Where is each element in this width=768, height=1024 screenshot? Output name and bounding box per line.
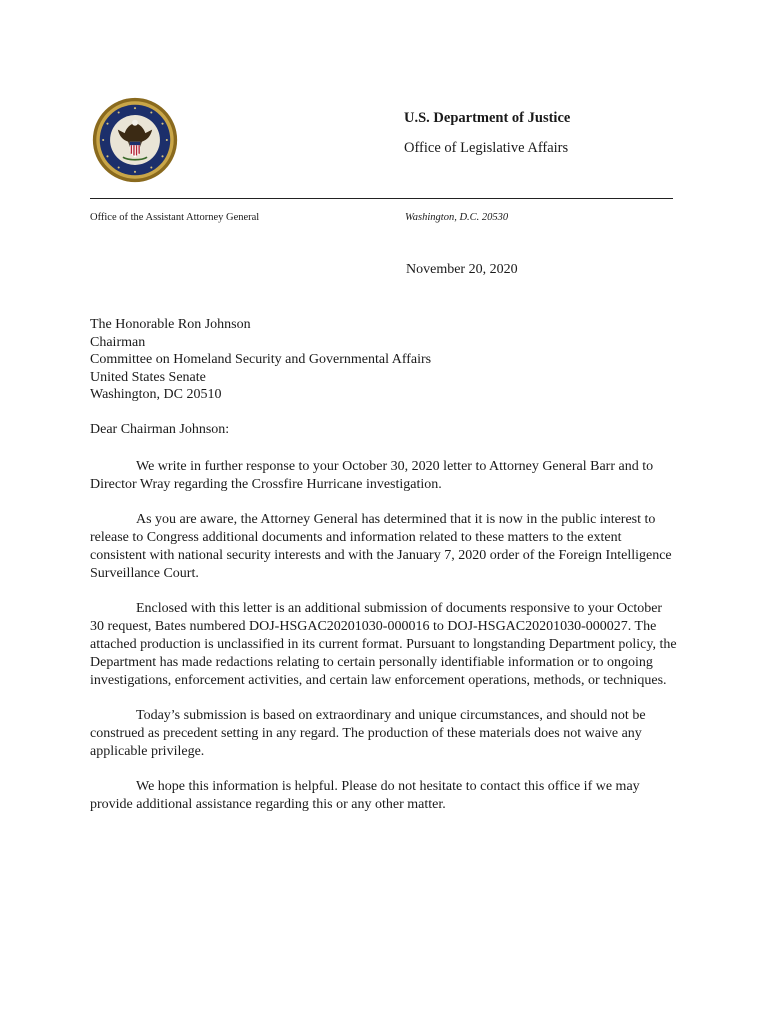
- address-line: Committee on Homeland Security and Governmental Affairs: [90, 352, 432, 368]
- body-paragraph: As you are aware, the Attorney General has determined that it is now in the public interest to release to Congress additional documents and information related to these matters to the extent consistent with national security interests and with the January 7, 2020 order of the Foreign Intelligence Surveillance Court.: [90, 512, 672, 581]
- address-line: Washington, DC 20510: [90, 387, 222, 403]
- office-line: Office of the Assistant Attorney General: [90, 212, 260, 223]
- doj-seal-icon: [92, 97, 178, 183]
- letter-body: [90, 458, 678, 832]
- city-line: Washington, D.C. 20530: [405, 212, 509, 223]
- body-paragraph: Enclosed with this letter is an additional submission of documents responsive to your October 30 request, Bates numbered DOJ-HSGAC20201030-000016 to DOJ-HSGAC20201030-000027. The attached production is unclassified in its current format. Pursuant to longstanding Department policy, the Department has made redactions relating to certain personally identifiable information or to ongoing investigations, enforcement activities, and certain law enforcement operations, methods, or techniques.: [90, 601, 677, 688]
- letter-date: November 20, 2020: [406, 262, 518, 277]
- agency-name: U.S. Department of Justice: [404, 110, 571, 126]
- address-line: United States Senate: [90, 369, 206, 385]
- agency-office: Office of Legislative Affairs: [404, 140, 569, 156]
- letterhead-divider: [90, 198, 673, 199]
- recipient-address: [90, 316, 431, 404]
- body-paragraph: We write in further response to your October 30, 2020 letter to Attorney General Barr and to Director Wray regarding the Crossfire Hurricane investigation.: [90, 459, 654, 492]
- address-line: Chairman: [90, 334, 146, 350]
- address-line: The Honorable Ron Johnson: [90, 317, 251, 332]
- salutation: Dear Chairman Johnson:: [90, 422, 230, 437]
- body-paragraph: Today’s submission is based on extraordinary and unique circumstances, and should not be construed as precedent setting in any regard. The production of these materials does not waive any applicable privilege.: [90, 708, 646, 759]
- body-paragraph: We hope this information is helpful. Please do not hesitate to contact this office if we may provide additional assistance regarding this or any other matter.: [90, 779, 640, 813]
